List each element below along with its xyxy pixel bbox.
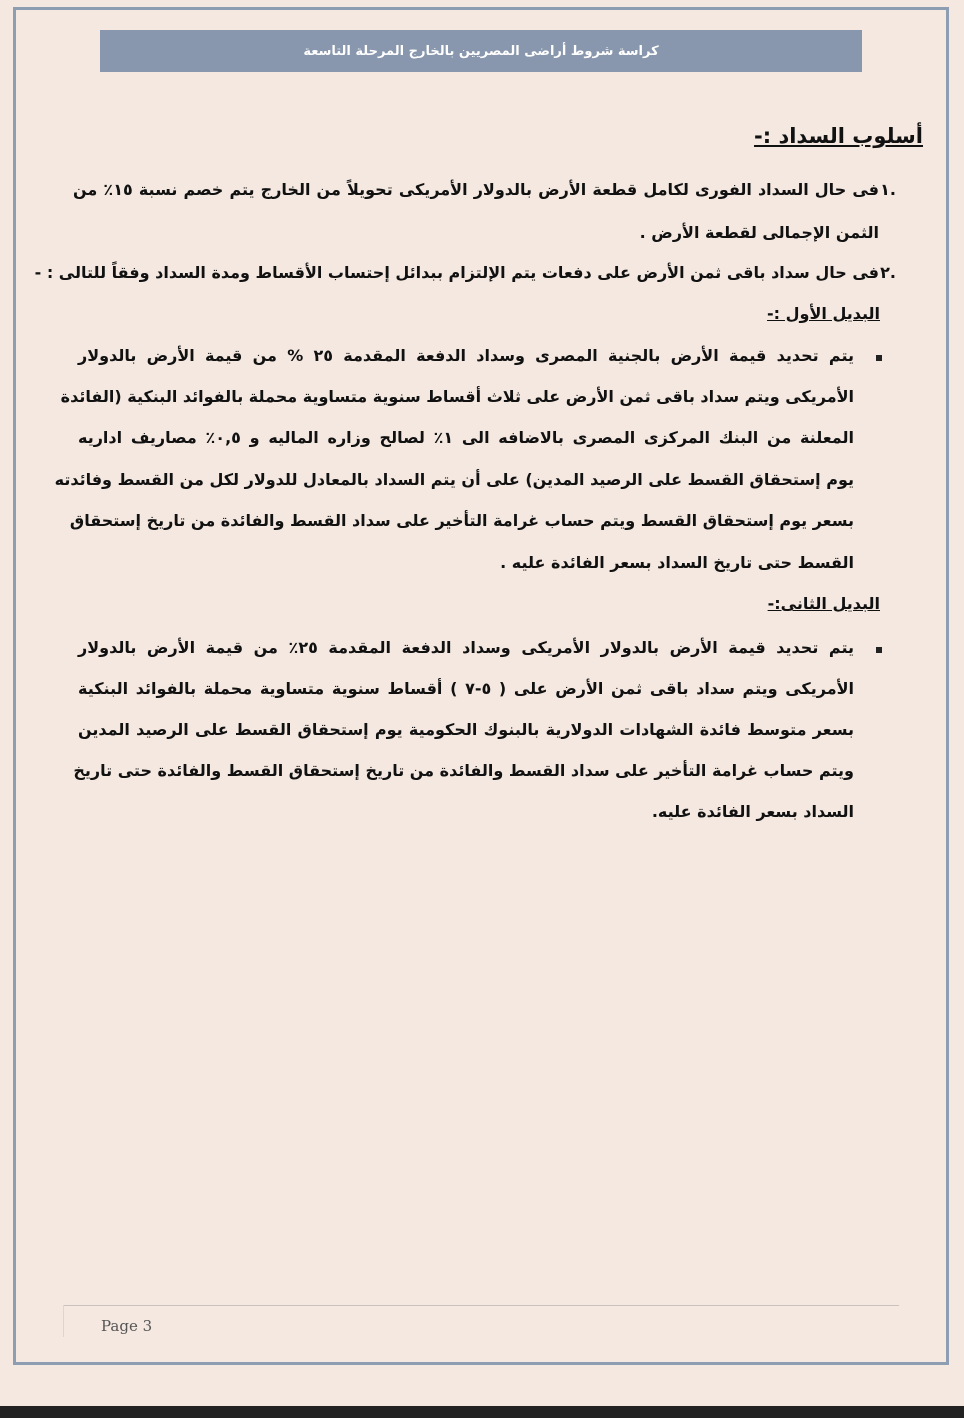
alternative-line: القسط حتى تاريخ السداد بسعر الفائدة عليه . xyxy=(500,553,854,572)
bullet-icon xyxy=(876,647,882,653)
alternative-line: يتم تحديد قيمة الأرض بالدولار الأمريكى وسداد الدفعة المقدمة ٢٥٪ من قيمة الأرض بالدولار xyxy=(78,638,855,657)
bottom-bar xyxy=(0,1406,964,1418)
alternative-title: البديل الثانى:- xyxy=(767,594,880,613)
item-line: فى حال سداد باقى ثمن الأرض على دفعات يتم الإلتزام ببدائل إحتساب الأقساط ومدة السداد وفقاً للتالى : - xyxy=(34,263,879,282)
item-line: فى حال السداد الفورى لكامل قطعة الأرض بالدولار الأمريكى تحويلاً من الخارج يتم خصم نسبة ١٥٪ من xyxy=(73,180,880,199)
alternative-line: يوم إستحقاق القسط على الرصيد المدين) على أن يتم السداد بالمعادل للدولار لكل من القسط وفائدته xyxy=(54,470,854,489)
alternative-line: بسعر يوم إستحقاق القسط ويتم حساب غرامة التأخير على سداد القسط والفائدة من تاريخ إستحقاق xyxy=(69,511,854,530)
alternative-line: يتم تحديد قيمة الأرض بالجنية المصرى وسداد الدفعة المقدمة ٢٥ % من قيمة الأرض بالدولار xyxy=(78,346,855,365)
alternative-line: الأمريكى ويتم سداد باقى ثمن الأرض على ( ٥-٧ ) أقساط سنوية متساوية محملة بالفوائد البنكية xyxy=(78,679,854,698)
item-number: ٢. xyxy=(880,263,896,282)
footer-divider-vertical xyxy=(63,1305,64,1337)
bullet-icon xyxy=(876,355,882,361)
page-number: Page 3 xyxy=(101,1317,153,1335)
footer-divider xyxy=(63,1305,899,1306)
alternative-line: الأمريكى ويتم سداد باقى ثمن الأرض على ثلاث أقساط سنوية متساوية محملة بالفوائد البنكية (الفائدة xyxy=(60,387,854,406)
alternative-title: البديل الأول :- xyxy=(767,304,880,323)
item-line: الثمن الإجمالى لقطعة الأرض . xyxy=(639,223,879,242)
document-header: كراسة شروط أراضى المصريين بالخارج المرحلة التاسعة xyxy=(100,30,862,72)
alternative-line: بسعر متوسط فائدة الشهادات الدولارية بالبنوك الحكومية يوم إستحقاق القسط على الرصيد المدين xyxy=(78,720,854,739)
section-title: أسلوب السداد :- xyxy=(754,124,923,148)
alternative-line: السداد بسعر الفائدة عليه. xyxy=(651,802,854,821)
alternative-line: ويتم حساب غرامة التأخير على سداد القسط والفائدة من تاريخ إستحقاق القسط والفائدة حتى تاريخ xyxy=(73,761,854,780)
alternative-line: المعلنة من البنك المركزى المصرى بالاضافه الى ١٪ لصالح وزاره الماليه و ٠,٥٪ مصاريف اداريه xyxy=(78,428,854,447)
item-number: ١. xyxy=(880,180,896,199)
